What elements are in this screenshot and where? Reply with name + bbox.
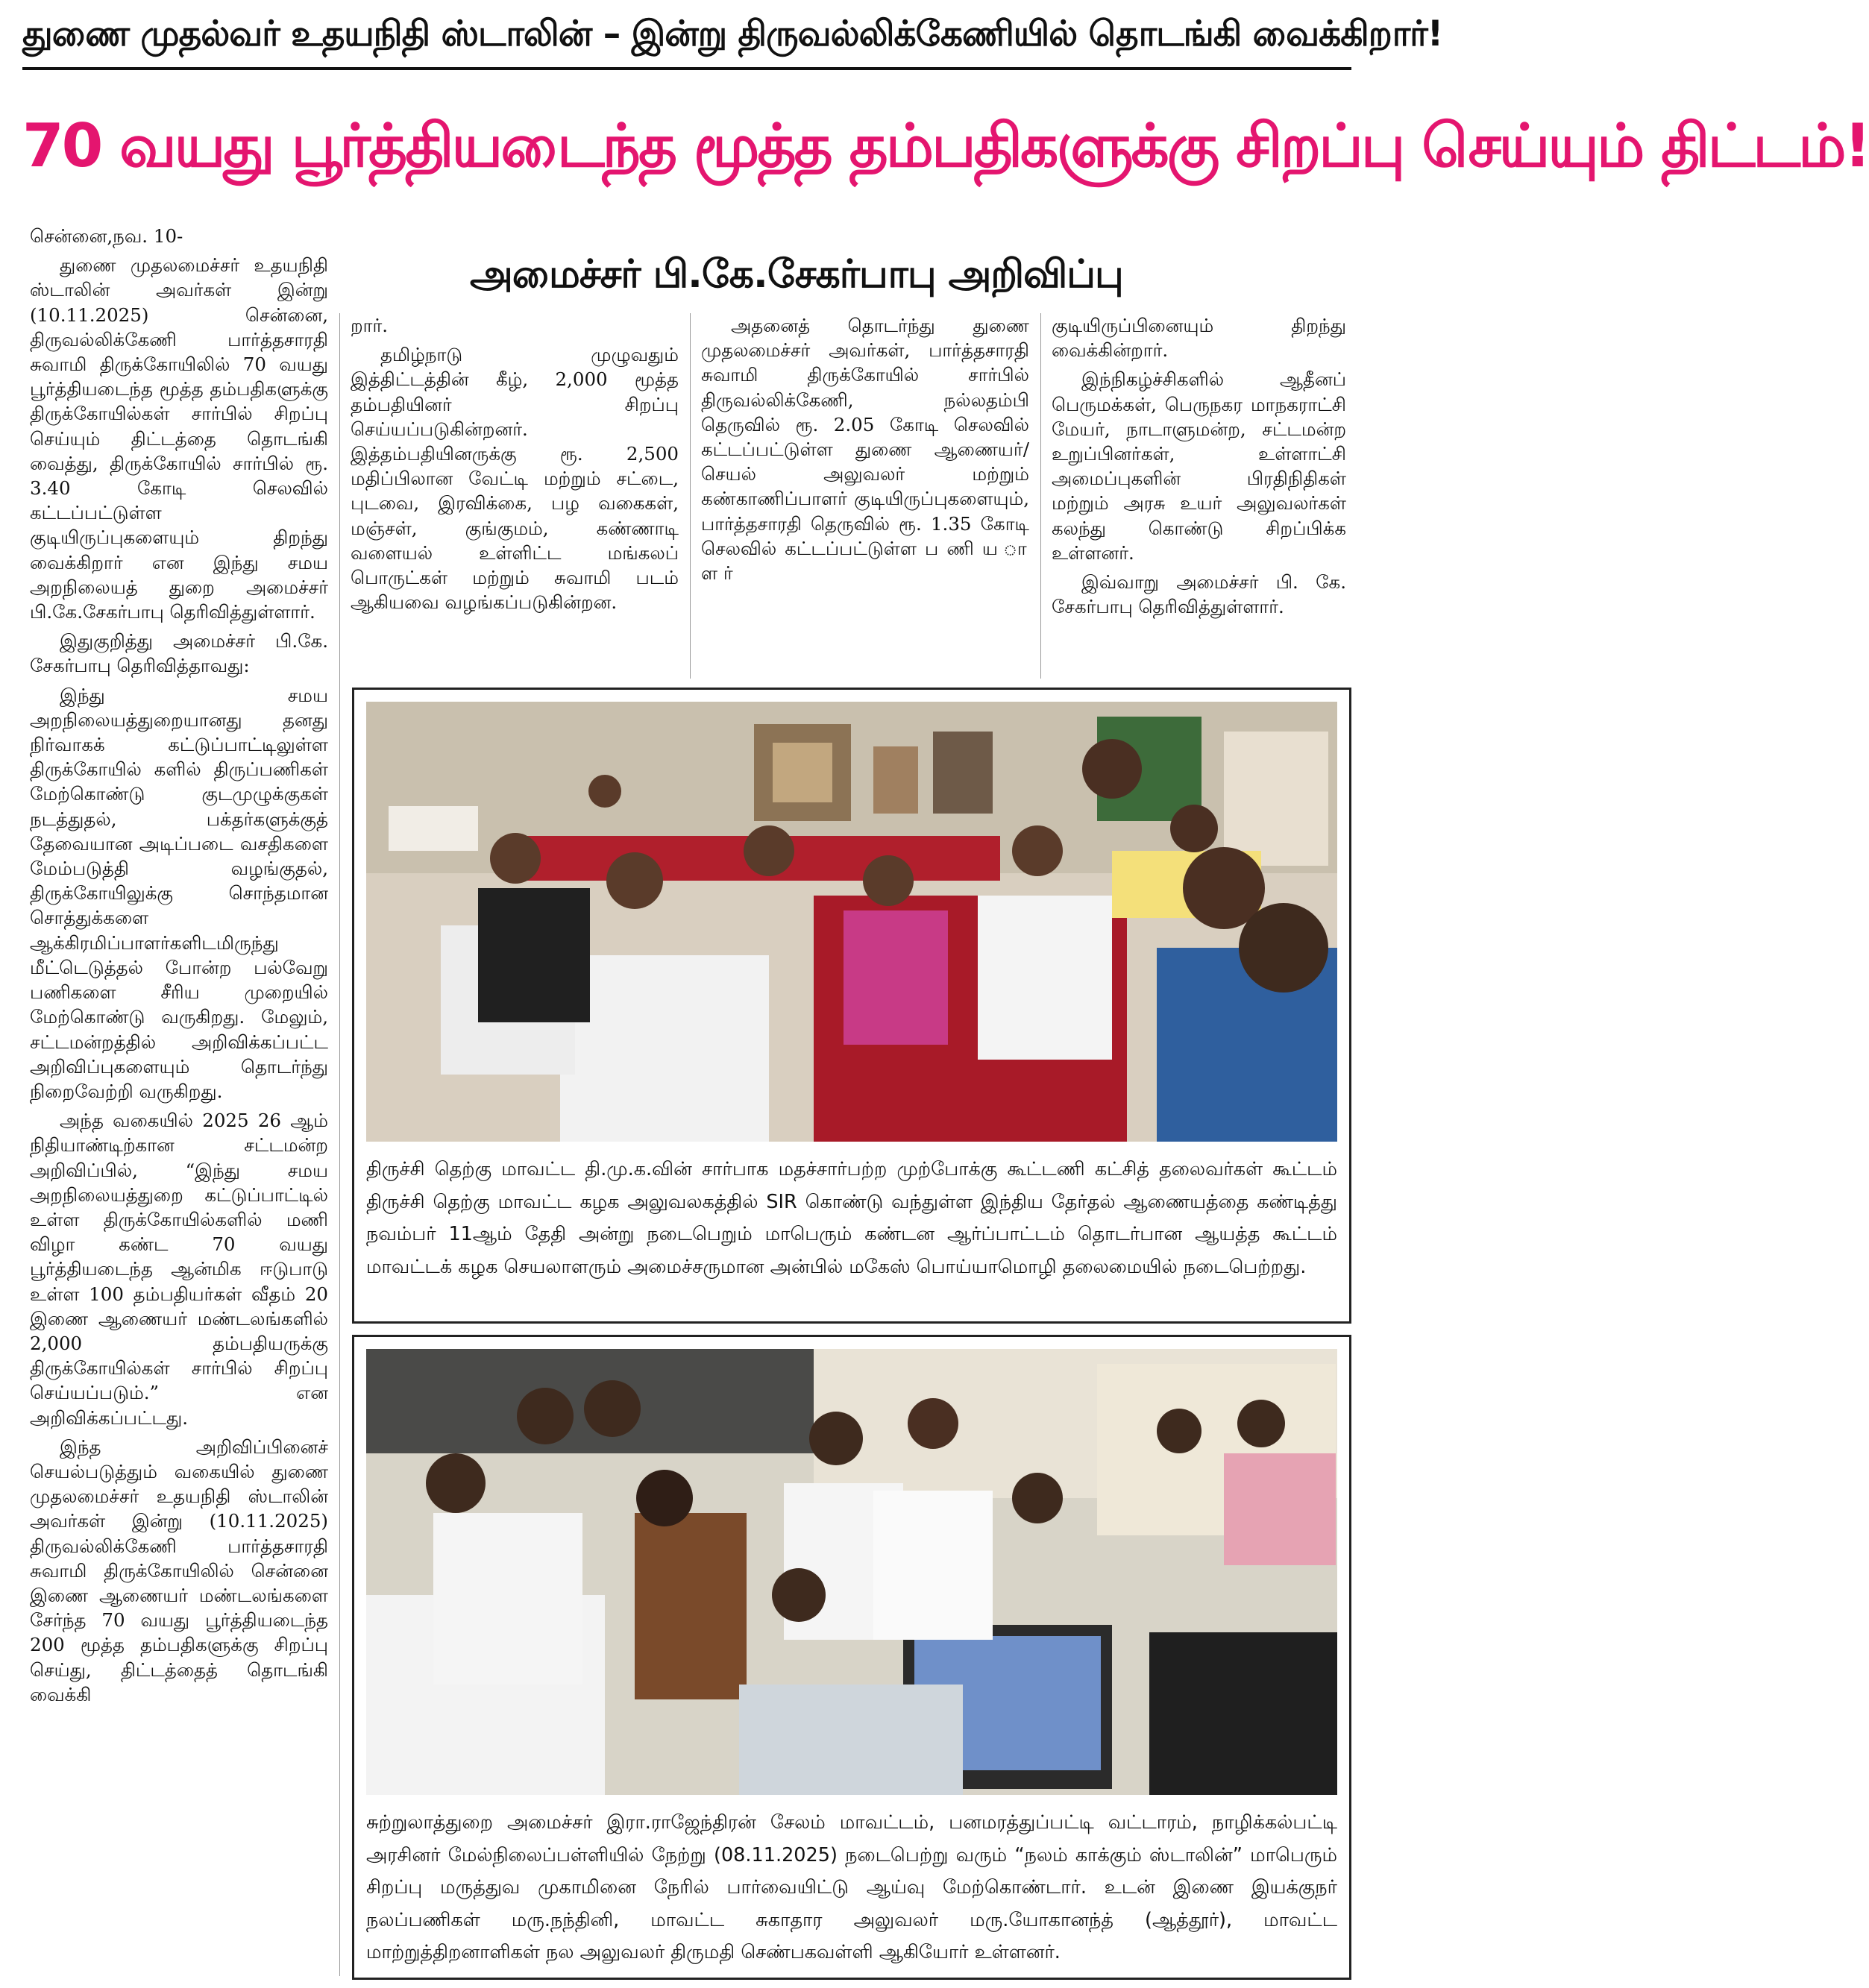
kicker-rule [22,67,1351,70]
paragraph: இந்து சமய அறநிலையத்துறையானது தனது நிர்வாகக் கட்டுப்பாட்டிலுள்ள திருக்கோயில் களில் திருப்பணிகள் மேற்கொண்டு குடமுழுக்குகள் நடத்துதல், பக்தர்களுக்குத் தேவையான அடிப்படை வசதிகளை மேம்படுத்தி வழங்குதல், திருக்கோயிலுக்கு சொந்தமான சொத்துக்களை ஆக்கிரமிப்பாளர்களிடமிருந்து மீட்டெடுத்தல் போன்ற பல்வேறு பணிகளை சீரிய முறையில் மேற்கொண்டு வருகிறது. மேலும், சட்டமன்றத்தில் அறிவிக்கப்பட்ட அறிவிப்புகளையும் தொடர்ந்து நிறைவேற்றி வருகிறது. [30,684,328,1102]
article-column-3 [701,313,1029,679]
paragraph: இந்நிகழ்ச்சிகளில் ஆதீனப் பெருமக்கள், பெருநகர மாநகராட்சி மேயர், நாடாளுமன்ற, சட்டமன்ற உறுப்பினர்கள், உள்ளாட்சி அமைப்புகளின் பிரதிநிதிகள் மற்றும் அரசு உயர் அலுவலர்கள் கலந்து கொண்டு சிறப்பிக்க உள்ளனர். [1052,368,1346,564]
dateline: சென்னை,நவ. 10- [30,225,183,247]
paragraph: துணை முதலமைச்சர் உதயநிதி ஸ்டாலின் அவர்கள் இன்று (10.11.2025) சென்னை, திருவல்லிக்கேணி பார்த்தசாரதி சுவாமி திருக்கோயிலில் 70 வயது பூர்த்தியடைந்த மூத்த தம்பதிகளுக்கு திருக்கோயில்கள் சார்பில் சிறப்பு செய்யும் திட்டத்தை தொடங்கி வைத்து, திருக்கோயில் சார்பில் ரூ. 3.40 கோடி செலவில் கட்டப்பட்டுள்ள குடியிருப்புகளையும் திறந்து வைக்கிறார் என இந்து சமய அறநிலையத் துறை அமைச்சர் பி.கே.சேகர்பாபு தெரிவித்துள்ளார். [30,254,328,623]
photo-box-medical-camp [352,1335,1351,1980]
subheadline: அமைச்சர் பி.கே.சேகர்பாபு அறிவிப்பு [470,252,1123,297]
medical-camp-photo-caption: சுற்றுலாத்துறை அமைச்சர் இரா.ராஜேந்திரன் சேலம் மாவட்டம், பனமரத்துப்பட்டி வட்டாரம், நாழிக்கல்பட்டி அரசினர் மேல்நிலைப்பள்ளியில் நேற்று (08.11.2025) நடைபெற்று வரும் “நலம் காக்கும் ஸ்டாலின்” மாபெரும் சிறப்பு மருத்துவ முகாமினை நேரில் பார்வையிட்டு ஆய்வு மேற்கொண்டார். உடன் இணை இயக்குநர் நலப்பணிகள் மரு.நந்தினி, மாவட்ட சுகாதார அலுவலர் மரு.யோகானந்த் (ஆத்தூர்), மாவட்ட மாற்றுத்திறனாளிகள் நல அலுவலர் திருமதி செண்பகவள்ளி ஆகியோர் உள்ளனர். [366,1811,1337,1963]
column-rule [339,313,340,1976]
paragraph: அந்த வகையில் 2025 26 ஆம் நிதியாண்டிற்கான சட்டமன்ற அறிவிப்பில், “இந்து சமய அறநிலையத்துறை கட்டுப்பாட்டில் உள்ள திருக்கோயில்களில் மணி விழா கண்ட 70 வயது பூர்த்தியடைந்த ஆன்மிக ஈடுபாடு உள்ள 100 தம்பதியர்கள் வீதம் 20 இணை ஆணையர் மண்டலங்களில் 2,000 தம்பதியருக்கு திருக்கோயில்கள் சார்பில் சிறப்பு செய்யப்படும்.” என அறிவிக்கப்பட்டது. [30,1110,328,1429]
paragraph: தமிழ்நாடு முழுவதும் இத்திட்டத்தின் கீழ், 2,000 மூத்த தம்பதியினர் சிறப்பு செய்யப்படுகின்றனர். இத்தம்பதியினருக்கு ரூ. 2,500 மதிப்பிலான வேட்டி மற்றும் சட்டை, புடவை, இரவிக்கை, பழ வகைகள், மஞ்சள், குங்குமம், கண்ணாடி வளையல் உள்ளிட்ட மங்கலப் பொருட்கள் மற்றும் சுவாமி படம் ஆகியவை வழங்கப்படுகின்றன. [351,344,679,614]
article-column-1 [30,224,328,1976]
meeting-photo [366,702,1337,1142]
main-headline: 70 வயது பூர்த்தியடைந்த மூத்த தம்பதிகளுக்கு சிறப்பு செய்யும் திட்டம்! [22,111,1869,180]
paragraph: இதுகுறித்து அமைச்சர் பி.கே. சேகர்பாபு தெரிவித்தாவது: [30,630,328,677]
paragraph: றார். [351,315,389,336]
column-rule [690,313,691,679]
paragraph: இவ்வாறு அமைச்சர் பி. கே. சேகர்பாபு தெரிவித்துள்ளார். [1052,571,1346,618]
meeting-photo-caption: திருச்சி தெற்கு மாவட்ட தி.மு.க.வின் சார்பாக மதச்சார்பற்ற முற்போக்கு கூட்டணி கட்சித் தலைவர்கள் கூட்டம் திருச்சி தெற்கு மாவட்ட கழக அலுவலகத்தில் SIR கொண்டு வந்துள்ள இந்திய தேர்தல் ஆணையத்தை கண்டித்து நவம்பர் 11ஆம் தேதி அன்று நடைபெறும் மாபெரும் கண்டன ஆர்ப்பாட்டம் தொடர்பான ஆயத்த கூட்டம் மாவட்டக் கழக செயலாளரும் அமைச்சருமான அன்பில் மகேஸ் பொய்யாமொழி தலைமையில் நடைபெற்றது. [366,1158,1337,1278]
article-column-4 [1052,313,1346,679]
paragraph: அதனைத் தொடர்ந்து துணை முதலமைச்சர் அவர்கள், பார்த்தசாரதி சுவாமி திருக்கோயில் சார்பில் திருவல்லிக்கேணி, நல்லதம்பி தெருவில் ரூ. 2.05 கோடி செலவில் கட்டப்பட்டுள்ள துணை ஆணையர்/செயல் அலுவலர் மற்றும் கண்காணிப்பாளர் குடியிருப்புகளையும், பார்த்தசாரதி தெருவில் ரூ. 1.35 கோடி செலவில் கட்டப்பட்டுள்ள ப ணி ய ா ள ர் [701,315,1029,585]
paragraph: இந்த அறிவிப்பினைச் செயல்படுத்தும் வகையில் துணை முதலமைச்சர் உதயநிதி ஸ்டாலின் அவர்கள் இன்று (10.11.2025) திருவல்லிக்கேணி பார்த்தசாரதி சுவாமி திருக்கோயிலில் சென்னை இணை ஆணையர் மண்டலங்களை சேர்ந்த 70 வயது பூர்த்தியடைந்த 200 மூத்த தம்பதிகளுக்கு சிறப்பு செய்து, திட்டத்தைத் தொடங்கி வைக்கி [30,1435,328,1705]
paragraph: குடியிருப்பினையும் திறந்து வைக்கின்றார். [1052,315,1346,362]
article-column-2 [351,313,679,679]
medical-camp-photo [366,1349,1337,1795]
column-rule [1040,313,1041,679]
photo-box-meeting [352,688,1351,1324]
kicker-headline: துணை முதல்வர் உதயநிதி ஸ்டாலின் – இன்று திருவல்லிக்கேணியில் தொடங்கி வைக்கிறார்! [22,13,1443,54]
